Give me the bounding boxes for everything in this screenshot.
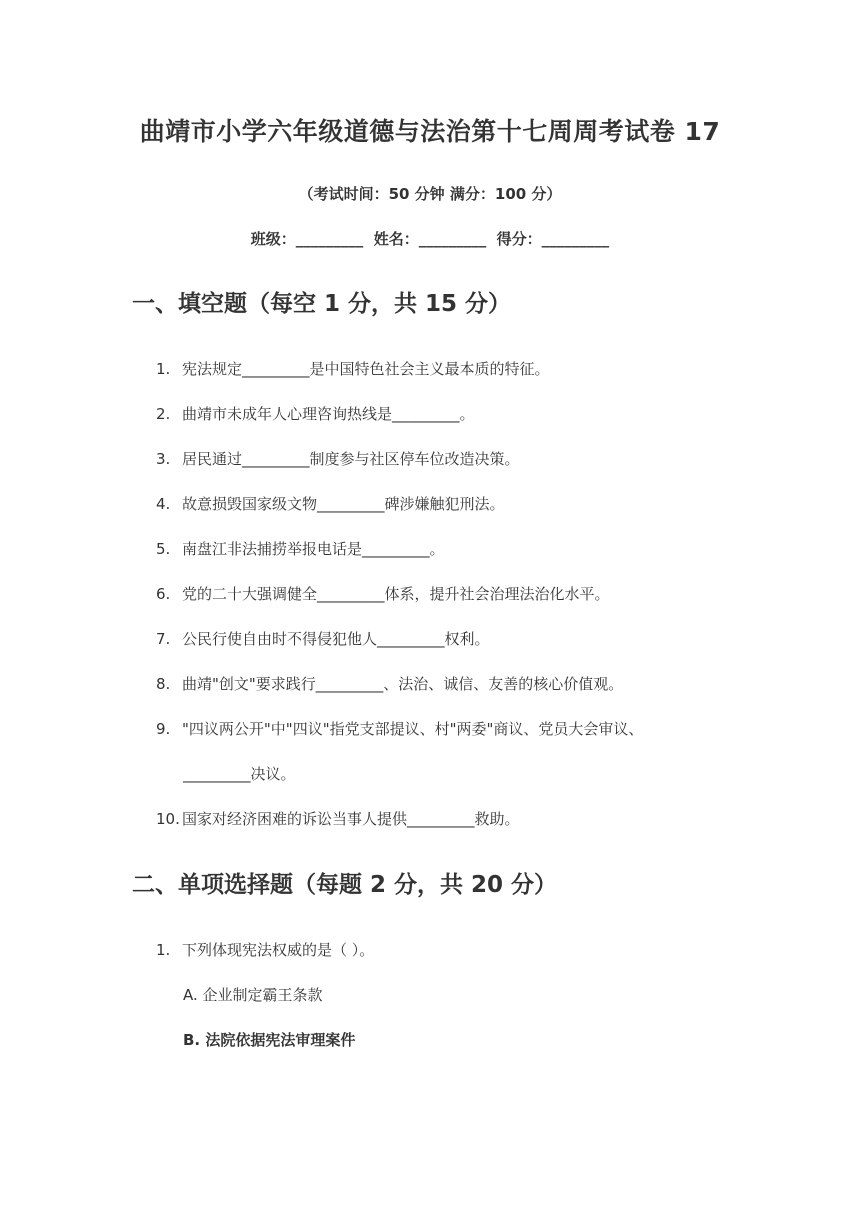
question-number: 7. bbox=[156, 630, 171, 648]
question-number: 6. bbox=[156, 585, 171, 603]
section-heading-single-choice: 二、单项选择题（每题 2 分，共 20 分） bbox=[132, 872, 558, 898]
question-continuation: _________决议。 bbox=[183, 765, 296, 783]
question-number: 9. bbox=[156, 720, 171, 738]
exam-title: 曲靖市小学六年级道德与法治第十七周周考试卷 17 bbox=[139, 117, 721, 146]
question-item bbox=[156, 358, 550, 379]
question-text: 国家对经济困难的诉讼当事人提供_________救助。 bbox=[182, 810, 520, 828]
question-text: 公民行使自由时不得侵犯他人_________权利。 bbox=[182, 630, 490, 648]
student-fields bbox=[0, 228, 860, 249]
question-item bbox=[156, 808, 520, 829]
question-number: 5. bbox=[156, 540, 171, 558]
question-text: 宪法规定_________是中国特色社会主义最本质的特征。 bbox=[182, 360, 550, 378]
question-item bbox=[156, 628, 490, 649]
question-item bbox=[156, 939, 374, 960]
question-text: 故意损毁国家级文物_________碑涉嫌触犯刑法。 bbox=[182, 495, 505, 513]
question-number: 4. bbox=[156, 495, 171, 513]
option-a: A. 企业制定霸王条款 bbox=[183, 986, 323, 1004]
exam-info: （考试时间：50 分钟 满分：100 分） bbox=[298, 185, 562, 203]
question-number: 1. bbox=[156, 360, 171, 378]
question-text: 曲靖"创文"要求践行_________、法治、诚信、友善的核心价值观。 bbox=[182, 675, 624, 693]
question-item bbox=[156, 493, 505, 514]
question-text: 下列体现宪法权威的是（ ）。 bbox=[182, 941, 375, 959]
section-heading-fill-in: 一、填空题（每空 1 分，共 15 分） bbox=[132, 291, 512, 317]
question-item bbox=[156, 448, 520, 469]
question-item bbox=[156, 403, 475, 424]
question-number: 10. bbox=[156, 810, 180, 828]
question-number: 3. bbox=[156, 450, 171, 468]
question-item bbox=[156, 718, 643, 739]
question-number: 2. bbox=[156, 405, 171, 423]
question-item bbox=[156, 538, 445, 559]
question-text: "四议两公开"中"四议"指党支部提议、村"两委"商议、党员大会审议、 bbox=[182, 720, 644, 738]
question-number: 1. bbox=[156, 941, 171, 959]
option-b: B. 法院依据宪法审理案件 bbox=[183, 1031, 356, 1049]
question-text: 居民通过_________制度参与社区停车位改造决策。 bbox=[182, 450, 520, 468]
question-item bbox=[156, 673, 623, 694]
question-text: 党的二十大强调健全_________体系，提升社会治理法治化水平。 bbox=[182, 585, 610, 603]
question-text: 曲靖市未成年人心理咨询热线是_________。 bbox=[182, 405, 475, 423]
question-text: 南盘江非法捕捞举报电话是_________。 bbox=[182, 540, 445, 558]
question-item bbox=[156, 583, 610, 604]
question-number: 8. bbox=[156, 675, 171, 693]
student-fields-line: 班级：_________ 姓名：_________ 得分：_________ bbox=[250, 230, 610, 248]
